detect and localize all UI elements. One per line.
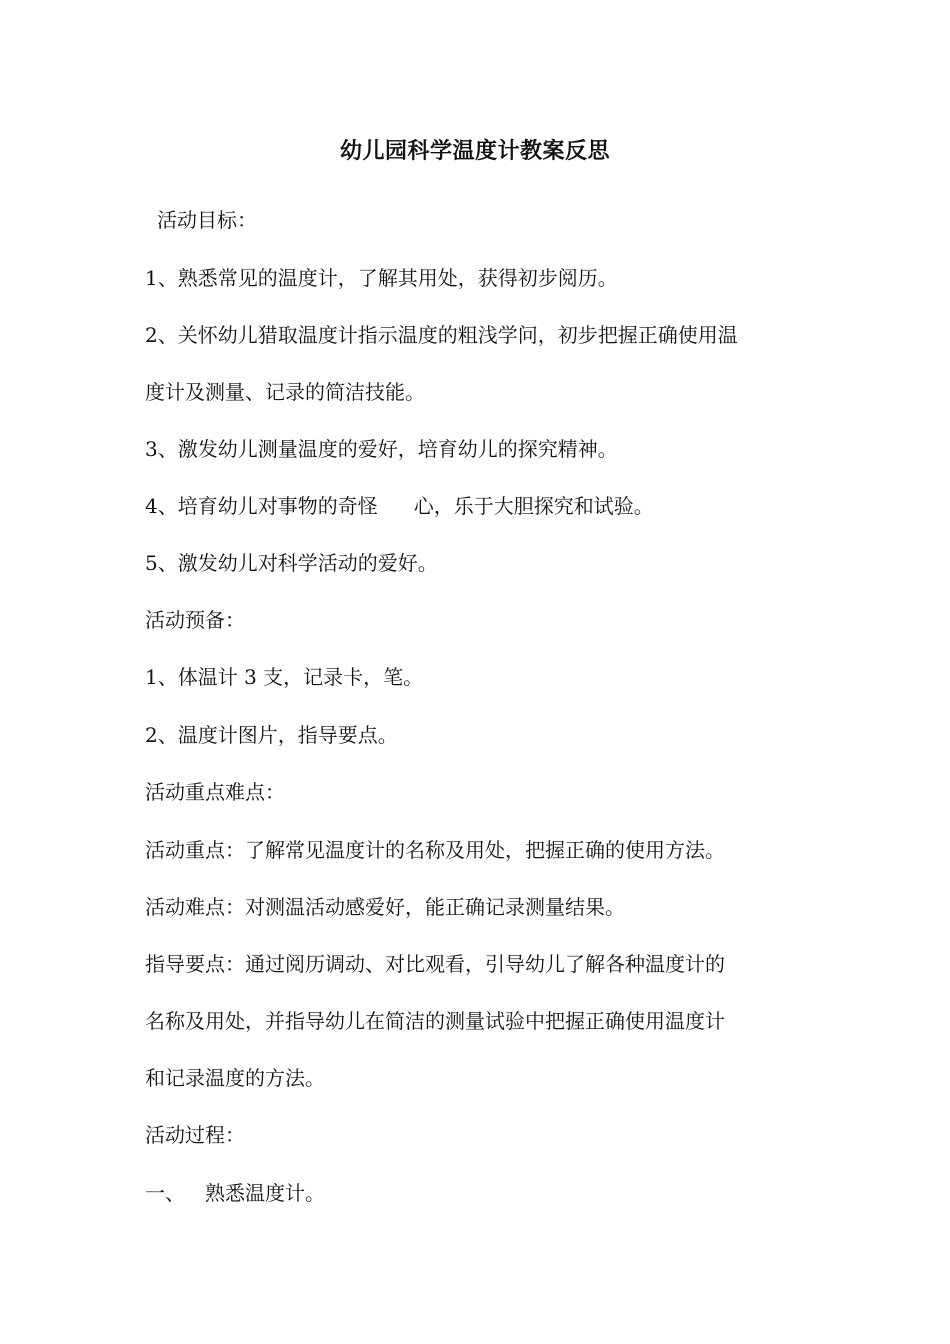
key-heading: 活动重点难点：: [145, 780, 285, 804]
key-point-focus: 活动重点：了解常见温度计的名称及用处，把握正确的使用方法。: [145, 838, 725, 862]
goal-5: 5、激发幼儿对科学活动的爱好。: [145, 551, 438, 575]
goal-3: 3、激发幼儿测量温度的爱好，培育幼儿的探究精神。: [145, 437, 618, 461]
process-step-1-number: 一、: [145, 1181, 185, 1205]
process-step-1-text: 熟悉温度计。: [205, 1181, 325, 1205]
key-point-difficulty: 活动难点：对测温活动感爱好，能正确记录测量结果。: [145, 895, 625, 919]
goal-1: 1、熟悉常见的温度计，了解其用处，获得初步阅历。: [145, 266, 618, 290]
goals-heading: 活动目标：: [157, 208, 257, 232]
goal-2: 2、关怀幼儿猎取温度计指示温度的粗浅学问，初步把握正确使用温: [145, 323, 738, 347]
document-title: 幼儿园科学温度计教案反思: [339, 139, 610, 164]
prep-2: 2、温度计图片，指导要点。: [145, 723, 398, 747]
guidance-line-2: 名称及用处，并指导幼儿在简洁的测量试验中把握正确使用温度计: [145, 1009, 725, 1033]
guidance-line-1: 指导要点：通过阅历调动、对比观看，引导幼儿了解各种温度计的: [145, 952, 725, 976]
goal-4-part-1: 4、培育幼儿对事物的奇怪: [145, 494, 378, 518]
guidance-line-3: 和记录温度的方法。: [145, 1066, 325, 1090]
goal-4-part-2: 心，乐于大胆探究和试验。: [413, 494, 654, 518]
process-step-1: [145, 1178, 825, 1208]
process-heading: 活动过程：: [145, 1123, 245, 1147]
goal-4: [145, 491, 825, 521]
prep-1: 1、体温计 3 支，记录卡，笔。: [145, 665, 424, 689]
prep-heading: 活动预备：: [145, 608, 245, 632]
goal-2-continued: 度计及测量、记录的简洁技能。: [145, 380, 425, 404]
